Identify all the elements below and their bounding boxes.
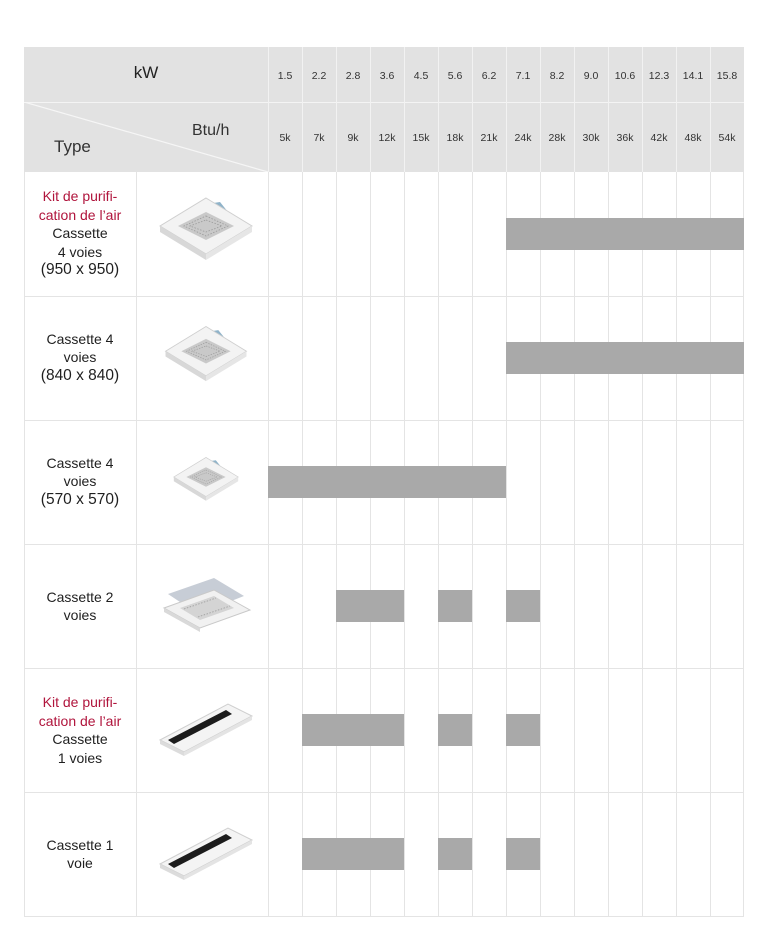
cassette-1-way-unit [158, 814, 254, 894]
capacity-range-bar [506, 590, 540, 622]
kw-tick-label: 9.0 [583, 70, 599, 82]
btu-tick-label: 30k [582, 132, 600, 144]
kw-tick-label: 7.1 [515, 70, 531, 82]
btu-tick-label: 7k [313, 132, 325, 144]
row-divider [24, 916, 744, 917]
header-column-divider [336, 47, 337, 172]
capacity-range-bar [438, 838, 472, 870]
unit-type-text: voies [63, 607, 97, 623]
unit-dimensions-text: (570 x 570) [40, 490, 120, 508]
air-purification-kit-label: Kit de purifi- [42, 694, 118, 710]
capacity-range-bar [506, 342, 744, 374]
capacity-range-bar [302, 838, 404, 870]
btu-header-label: Btu/h [192, 122, 230, 139]
unit-type-text: Cassette [52, 731, 108, 747]
btu-tick-label: 5k [279, 132, 291, 144]
unit-type-text: 4 voies [57, 243, 103, 260]
capacity-range-chart [24, 47, 744, 917]
kw-tick-label: 15.8 [716, 70, 738, 82]
header-column-divider [506, 47, 507, 172]
header-column-divider [574, 47, 575, 172]
capacity-range-bar [438, 590, 472, 622]
air-purification-kit-label: cation de l’air [38, 712, 122, 729]
row-type-label [24, 693, 136, 767]
unit-type-text: voies [63, 473, 97, 489]
header-column-divider [302, 47, 303, 172]
row-divider [24, 296, 744, 297]
row-type-label [24, 588, 136, 625]
header-column-divider [438, 47, 439, 172]
unit-type-text: 1 voies [57, 749, 103, 766]
air-purification-kit-label: Kit de purifi- [42, 188, 118, 204]
row-type-label [24, 836, 136, 873]
btu-tick-label: 42k [650, 132, 668, 144]
btu-tick-label: 21k [480, 132, 498, 144]
row-divider [24, 792, 744, 793]
cassette-4-way-large-unit [158, 194, 254, 274]
unit-type-text: Cassette 1 [46, 836, 114, 853]
header-column-divider [642, 47, 643, 172]
header-column-divider [370, 47, 371, 172]
kw-tick-label: 14.1 [682, 70, 704, 82]
unit-type-text: Cassette [52, 225, 108, 241]
row-divider [24, 420, 744, 421]
capacity-range-bar [302, 714, 404, 746]
capacity-range-bar [506, 714, 540, 746]
cassette-1-way-unit [158, 690, 254, 770]
row-type-label [24, 454, 136, 510]
btu-tick-label: 18k [446, 132, 464, 144]
unit-type-text: voie [67, 855, 93, 871]
header-column-divider [268, 47, 269, 172]
kw-tick-label: 12.3 [648, 70, 670, 82]
air-purification-kit-label: cation de l’air [38, 206, 122, 223]
row-divider [24, 668, 744, 669]
row-type-label [24, 187, 136, 280]
capacity-range-bar [506, 838, 540, 870]
kw-tick-label: 2.8 [345, 70, 361, 82]
row-divider [24, 544, 744, 545]
kw-header-label: kW [133, 63, 159, 82]
unit-type-text: Cassette 4 [46, 454, 114, 471]
kw-tick-label: 1.5 [277, 70, 293, 82]
unit-type-text: voies [63, 349, 97, 365]
unit-type-text: Cassette 2 [46, 588, 114, 605]
kw-tick-label: 2.2 [311, 70, 327, 82]
capacity-range-bar [336, 590, 404, 622]
btu-tick-label: 28k [548, 132, 566, 144]
btu-tick-label: 54k [718, 132, 736, 144]
btu-tick-label: 15k [412, 132, 430, 144]
header-column-divider [404, 47, 405, 172]
btu-tick-label: 48k [684, 132, 702, 144]
header-column-divider [710, 47, 711, 172]
kw-tick-label: 8.2 [549, 70, 565, 82]
btu-tick-label: 24k [514, 132, 532, 144]
capacity-range-bar [268, 466, 506, 498]
kw-tick-label: 4.5 [413, 70, 429, 82]
kw-tick-label: 6.2 [481, 70, 497, 82]
capacity-range-bar [506, 218, 744, 250]
header-column-divider [540, 47, 541, 172]
btu-tick-label: 9k [347, 132, 359, 144]
btu-tick-label: 12k [378, 132, 396, 144]
btu-tick-label: 36k [616, 132, 634, 144]
header-column-divider [472, 47, 473, 172]
kw-tick-label: 5.6 [447, 70, 463, 82]
cassette-4-way-compact-unit [158, 442, 254, 522]
unit-dimensions-text: (840 x 840) [40, 366, 120, 384]
unit-dimensions-text: (950 x 950) [40, 261, 120, 278]
kw-tick-label: 10.6 [614, 70, 636, 82]
header-column-divider [608, 47, 609, 172]
capacity-range-bar [438, 714, 472, 746]
unit-type-text: Cassette 4 [46, 330, 114, 347]
row-type-label [24, 330, 136, 386]
type-header-label: Type [54, 137, 91, 156]
cassette-4-way-medium-unit [158, 318, 254, 398]
cassette-2-way-unit [158, 566, 254, 646]
header-column-divider [676, 47, 677, 172]
kw-tick-label: 3.6 [379, 70, 395, 82]
